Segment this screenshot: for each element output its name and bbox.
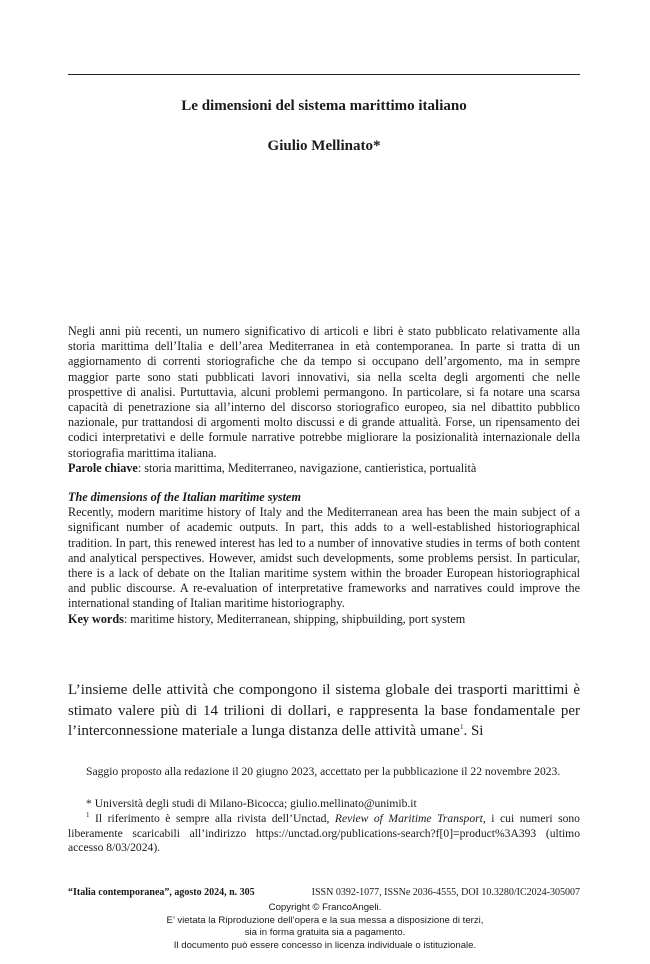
abstract-english-title: The dimensions of the Italian maritime system [68,490,301,504]
copyright-line-2: E’ vietata la Riproduzione dell’opera e la sua messa a disposizione di terzi, [166,914,484,926]
affiliation-note [68,797,580,812]
journal-citation: “Italia contemporanea”, agosto 2024, n. 305 [68,887,255,898]
keywords-label-english: Key words [68,611,124,626]
copyright-line-4: Il documento può essere concesso in licenza individuale o istituzionale. [173,939,477,951]
footnote-reference: 1 [459,723,464,731]
keywords-english: : maritime history, Mediterranean, shipping, shipbuilding, port system [123,611,466,626]
body-paragraph [68,680,580,742]
submission-note [68,765,580,780]
keywords-italian: : storia marittima, Mediterraneo, navigazione, cantieristica, portualità [137,460,477,475]
issn-doi: ISSN 0392-1077, ISSNe 2036-4555, DOI 10.3280/IC2024-305007 [311,887,580,898]
footnote-1-journal-title: Review of Maritime Transport [334,812,483,825]
affiliation-note-text: * Università degli studi di Milano-Bicocca; giulio.mellinato@unimib.it [86,797,417,810]
footnote-1-marker: 1 [86,811,90,820]
footnote-1 [68,812,580,856]
top-rule [68,74,580,75]
copyright-line-1: Copyright © FrancoAngeli. [268,902,382,913]
abstract-italian [68,324,580,476]
copyright-line-3: sia in forma gratuita sia a pagamento. [244,927,406,938]
copyright-notice [0,902,650,952]
body-text-start: L’insieme delle attività che compongono il sistema globale dei trasporti marittimi è stimato valere più di 14 trilioni di dollari, e rappresenta la base fondamentale per l’interconnessione materiale a lunga distanza delle attività umane [68,682,580,739]
author-name: Giulio Mellinato* [267,138,381,154]
footnote-1-text-start: Il riferimento è sempre alla rivista dell’Unctad, [89,812,335,825]
abstract-english-text: Recently, modern maritime history of Italy and the Mediterranean area has been the main subject of a significant number of academic outputs. In part, this adds to a well-established historiographical tradition. In part, this renewed interest has led to a number of innovative studies in terms of both content and analytical perspectives. However, amidst such developments, some problems persist. In particular, there is a lack of debate on the Italian maritime system within the broader European historiographical and public discourse. A re-evaluation of interpretative frameworks and narratives could improve the international standing of Italian maritime historiography. [68,505,580,611]
abstract-italian-text: Negli anni più recenti, un numero significativo di articoli e libri è stato pubblicato relativamente alla storia marittima dell’Italia e dell’area Mediterranea in età contemporanea. In parte si tratta di un aggiornamento di correnti storiografiche che da tempo si occupano dell’argomento, ma in sempre maggior parte sono stati pubblicati lavori innovativi, sia nella scelta degli argomenti che nelle prospettive di analisi. Purtuttavia, alcuni problemi permangono. In particolare, si fa notare una scarsa capacità di penetrazione sia all’interno del discorso storiografico europeo, sia nel dibattito pubblico nazionale, pur trattandosi di argomenti molto discussi e di grande attualità. Forse, un ripensamento dei codici interpretativi e delle formule narrative potrebbe migliorare la posizionalità internazionale della storiografia marittima italiana. [68,324,580,460]
article-title: Le dimensioni del sistema marittimo italiano [181,98,467,114]
page-footer [68,887,580,898]
submission-note-text: Saggio proposto alla redazione il 20 giugno 2023, accettato per la pubblicazione il 22 novembre 2023. [86,765,561,778]
footnote-1-text-end: , i cui numeri sono liberamente scaricabili all’indirizzo https://unctad.org/publications-search?f[0]=product%3A393 (ultimo accesso 8/03/2024). [68,812,580,855]
keywords-label-italian: Parole chiave [68,460,138,475]
body-text-end: . Si [463,723,484,739]
abstract-english [68,490,580,627]
